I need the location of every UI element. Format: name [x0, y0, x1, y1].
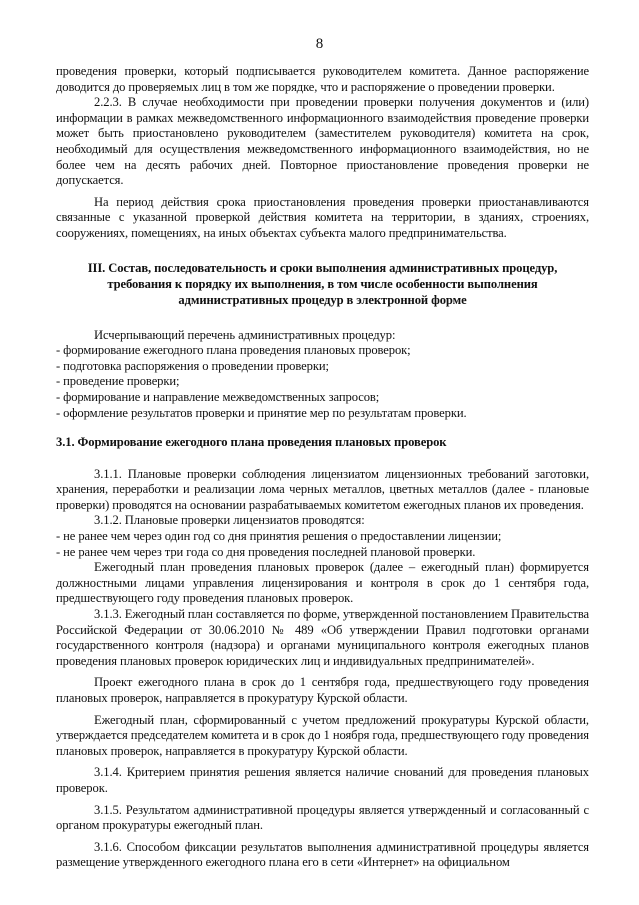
paragraph: Проект ежегодного плана в срок до 1 сентября года, предшествующего году проведения плановых проверок, направляется в прокуратуру Курской области. [56, 675, 589, 705]
list-item: - формирование и направление межведомственных запросов; [56, 389, 380, 404]
paragraph: Ежегодный план, сформированный с учетом предложений прокуратуры Курской области, утверждается председателем комитета и в срок до 1 ноября года, предшествующего году проведения плановых проверок, направляется в прокуратуру Курской области. [56, 712, 589, 758]
list-item: - проведение проверки; [56, 374, 180, 389]
list-item: - подготовка распоряжения о проведении проверки; [56, 358, 329, 373]
paragraph: 3.1.3. Ежегодный план составляется по форме, утвержденной постановлением Правительства Российской Федерации от 30.06.2010 № 489 «Об утверждении Правил подготовки органами государственного контроля (надзора) и органами муниципального контроля ежегодных планов проведения плановых проверок юридических лиц и индивидуальных предпринимателей». [56, 607, 590, 668]
procedures-list [56, 343, 589, 421]
page-number: 8 [315, 36, 324, 52]
paragraph: 3.1.1. Плановые проверки соблюдения лицензиатом лицензионных требований заготовки, хранения, переработки и реализации лома черных металлов, цветных металлов (далее - плановые проверки) проводятся на основании разрабатываемых комитетом ежегодных планов их проведения. [56, 466, 589, 512]
list-item: - формирование ежегодного плана проведения плановых проверок; [56, 343, 411, 358]
paragraph: 3.1.5. Результатом административной процедуры является утвержденный и согласованный с органом прокуратуры ежегодный план. [56, 802, 589, 833]
list-item: - не ранее чем через один год со дня принятия решения о предоставлении лицензии; [56, 529, 502, 544]
inspection-terms-list [56, 529, 589, 560]
document-body [56, 64, 589, 871]
procedures-intro: Исчерпывающий перечень административных процедур: [94, 327, 396, 342]
paragraph: 2.2.3. В случае необходимости при проведении проверки получения документов и (или) информации в рамках межведомственного информационного взаимодействия проведение проверки может быть приостановлено руководителем (заместителем руководителя) комитета на срок, необходимый для осуществления межведомственного информационного взаимодействия, но не более чем на десять рабочих дней. Повторное приостановление проведения проверки не допускается. [56, 95, 589, 188]
subsection-heading: 3.1. Формирование ежегодного плана проведения плановых проверок [56, 435, 447, 450]
paragraph: Ежегодный план проведения плановых проверок (далее – ежегодный план) формируется должностными лицами управления лицензирования и контроля в срок до 1 сентября года, предшествующего году проведения плановых проверок. [56, 560, 589, 606]
paragraph: 3.1.4. Критерием принятия решения является наличие снований для проведения плановых проверок. [56, 765, 589, 795]
paragraph: 3.1.6. Способом фиксации результатов выполнения административной процедуры является размещение утвержденного ежегодного плана его в сети «Интернет» на официальном [56, 839, 589, 870]
section-heading: III. Состав, последовательность и сроки выполнения административных процедур, требования к порядку их выполнения, в том числе особенности выполнения административных процедур в электронной форме [87, 260, 558, 307]
list-item: - не ранее чем через три года со дня проведения последней плановой проверки. [56, 544, 476, 559]
paragraph: 3.1.2. Плановые проверки лицензиатов проводятся: [94, 513, 365, 528]
paragraph: проведения проверки, который подписывается руководителем комитета. Данное распоряжение доводится до проверяемых лиц в том же порядке, что и распоряжение о проведении проверки. [56, 64, 589, 94]
list-item: - оформление результатов проверки и принятие мер по результатам проверки. [56, 405, 467, 420]
paragraph: На период действия срока приостановления проведения проверки приостанавливаются связанные с указанной проверкой действия комитета на территории, в зданиях, строениях, сооружениях, помещениях, на иных объектах субъекта малого предпринимательства. [56, 194, 589, 240]
